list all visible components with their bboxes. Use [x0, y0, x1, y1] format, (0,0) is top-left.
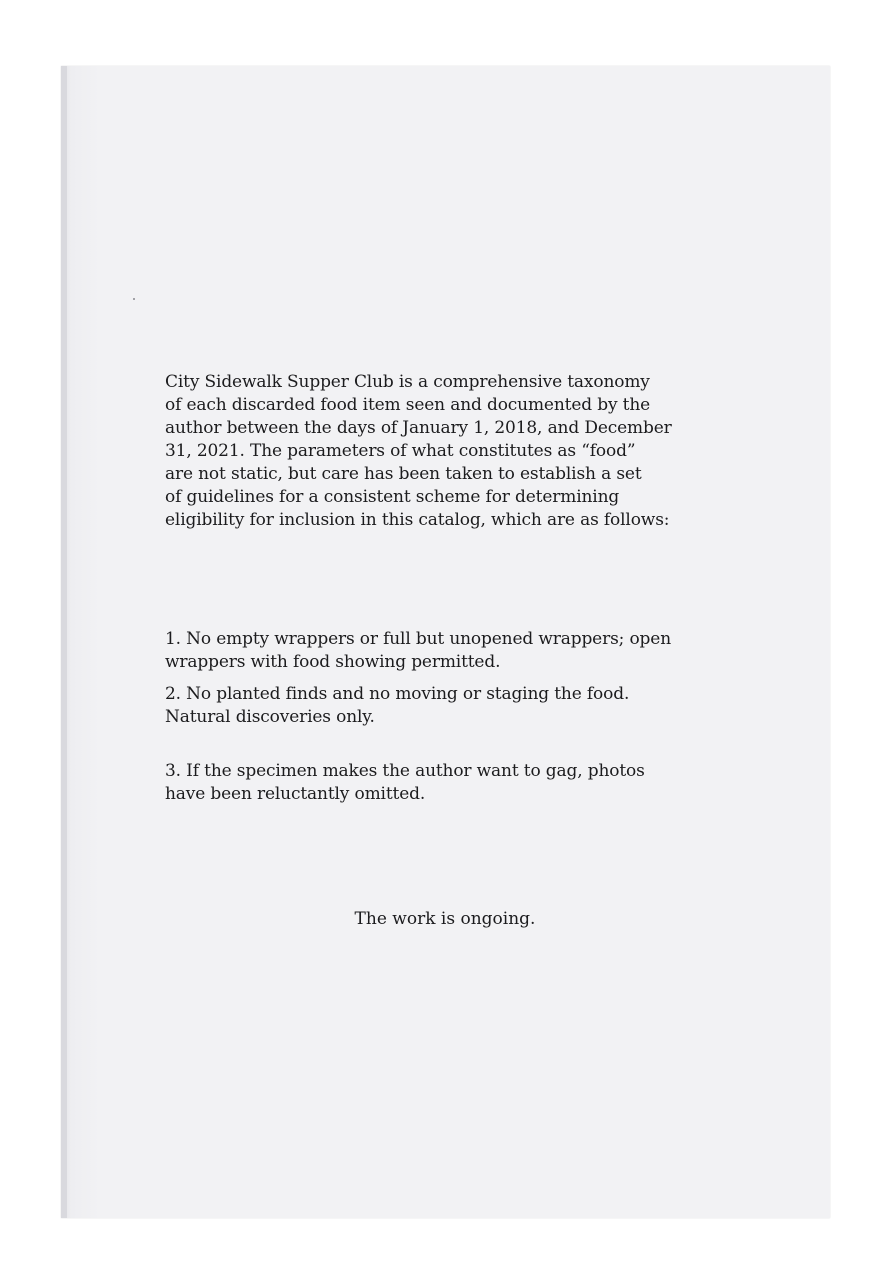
closing-line: The work is ongoing.: [354, 909, 536, 929]
intro-paragraph: City Sidewalk Supper Club is a comprehensive taxonomy of each discarded food item seen and documented by the author between the days of January 1, 2018, and December 31, 2021. The parameters of what constitutes as “food” are not static, but care has been taken to establish a set of guidelines for a consistent scheme for determining eligibility for inclusion in this catalog, which are as follows:: [165, 372, 672, 530]
guideline-3: 3. If the specimen makes the author want to gag, photos have been reluctantly omitted.: [165, 761, 645, 804]
speck-mark: [133, 298, 135, 300]
guideline-1: 1. No empty wrappers or full but unopened wrappers; open wrappers with food showing permitted.: [165, 629, 671, 672]
guideline-2: 2. No planted finds and no moving or staging the food. Natural discoveries only.: [165, 684, 630, 727]
binding-edge: [61, 66, 67, 1218]
